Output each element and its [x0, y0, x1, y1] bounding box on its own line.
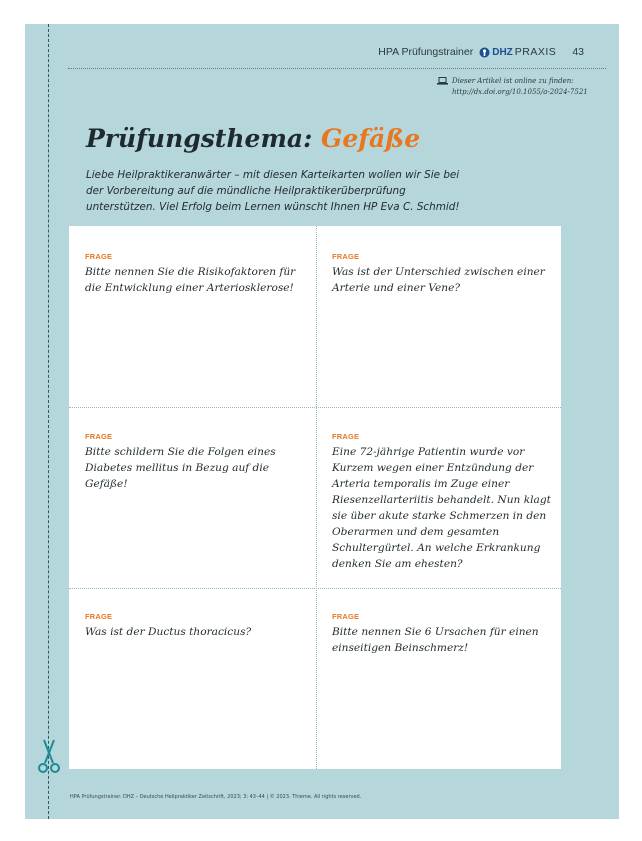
- online-note-label: Dieser Artikel ist online zu finden:: [452, 77, 574, 85]
- page-header: [378, 46, 584, 58]
- page-footer: HPA Prüfungstrainer. DHZ – Deutsche Heilpraktiker Zeitschrift, 2023; 3: 43–44 | © 2023. Thieme. All rights reserved.: [70, 794, 362, 800]
- card-question: Bitte schildern Sie die Folgen eines Diabetes mellitus in Bezug auf die Gefäße!: [85, 446, 276, 490]
- brand-name: DHZ: [492, 46, 513, 58]
- card-label: FRAGE: [332, 432, 360, 441]
- card-question: Was ist der Unterschied zwischen einer Arterie und einer Vene?: [332, 266, 545, 294]
- header-divider: [68, 68, 606, 69]
- card-label: FRAGE: [85, 612, 113, 621]
- card-question: Bitte nennen Sie die Risikofaktoren für die Entwicklung einer Arteriosklerose!: [85, 266, 296, 294]
- card-question: Eine 72-jährige Patientin wurde vor Kurzem wegen einer Entzündung der Arteria temporalis im Zuge einer Riesenzellarteriitis behandelt. Nun klagt sie über akute starke Schmerzen in den Oberarmen und dem gesamten Schultergürtel. An welche Erkrankung denken Sie am ehesten?: [332, 446, 551, 570]
- intro-text: Liebe Heilpraktikeranwärter – mit diesen Karteikarten wollen wir Sie bei der Vorbereitung auf die mündliche Heilpraktikerüberprüfung unterstützen. Viel Erfolg beim Lernen wünscht Ihnen HP Eva C. Schmid!: [86, 169, 460, 213]
- page-title: [86, 124, 420, 153]
- flashcard: [332, 252, 554, 296]
- brand-logo: [479, 46, 556, 58]
- card-question: Bitte nennen Sie 6 Ursachen für einen einseitigen Beinschmerz!: [332, 626, 539, 654]
- grid-divider-horizontal: [69, 407, 561, 408]
- online-note: [437, 76, 588, 98]
- card-label: FRAGE: [85, 252, 113, 261]
- cut-line: [48, 24, 49, 819]
- flashcard: [85, 252, 307, 296]
- flashcard-grid: [69, 226, 561, 769]
- card-label: FRAGE: [332, 252, 360, 261]
- title-prefix: Prüfungsthema:: [86, 124, 313, 153]
- page-number: 43: [572, 46, 584, 58]
- flashcard: [85, 432, 307, 492]
- online-note-doi[interactable]: http://dx.doi.org/10.1055/a-2024-7521: [452, 88, 588, 96]
- card-label: FRAGE: [85, 432, 113, 441]
- title-accent: Gefäße: [321, 124, 421, 153]
- flashcard: [332, 612, 554, 656]
- grid-divider-horizontal: [69, 588, 561, 589]
- card-question: Was ist der Ductus thoracicus?: [85, 626, 252, 638]
- brand-suffix: PRAXIS: [514, 46, 557, 58]
- laptop-icon: [437, 77, 448, 85]
- flashcard: [85, 612, 307, 640]
- flashcard: [332, 432, 554, 572]
- section-title: HPA Prüfungstrainer: [378, 46, 474, 58]
- scissors-icon: [37, 738, 61, 774]
- grid-divider-vertical: [316, 226, 317, 769]
- card-label: FRAGE: [332, 612, 360, 621]
- thieme-logo-icon: [479, 47, 490, 58]
